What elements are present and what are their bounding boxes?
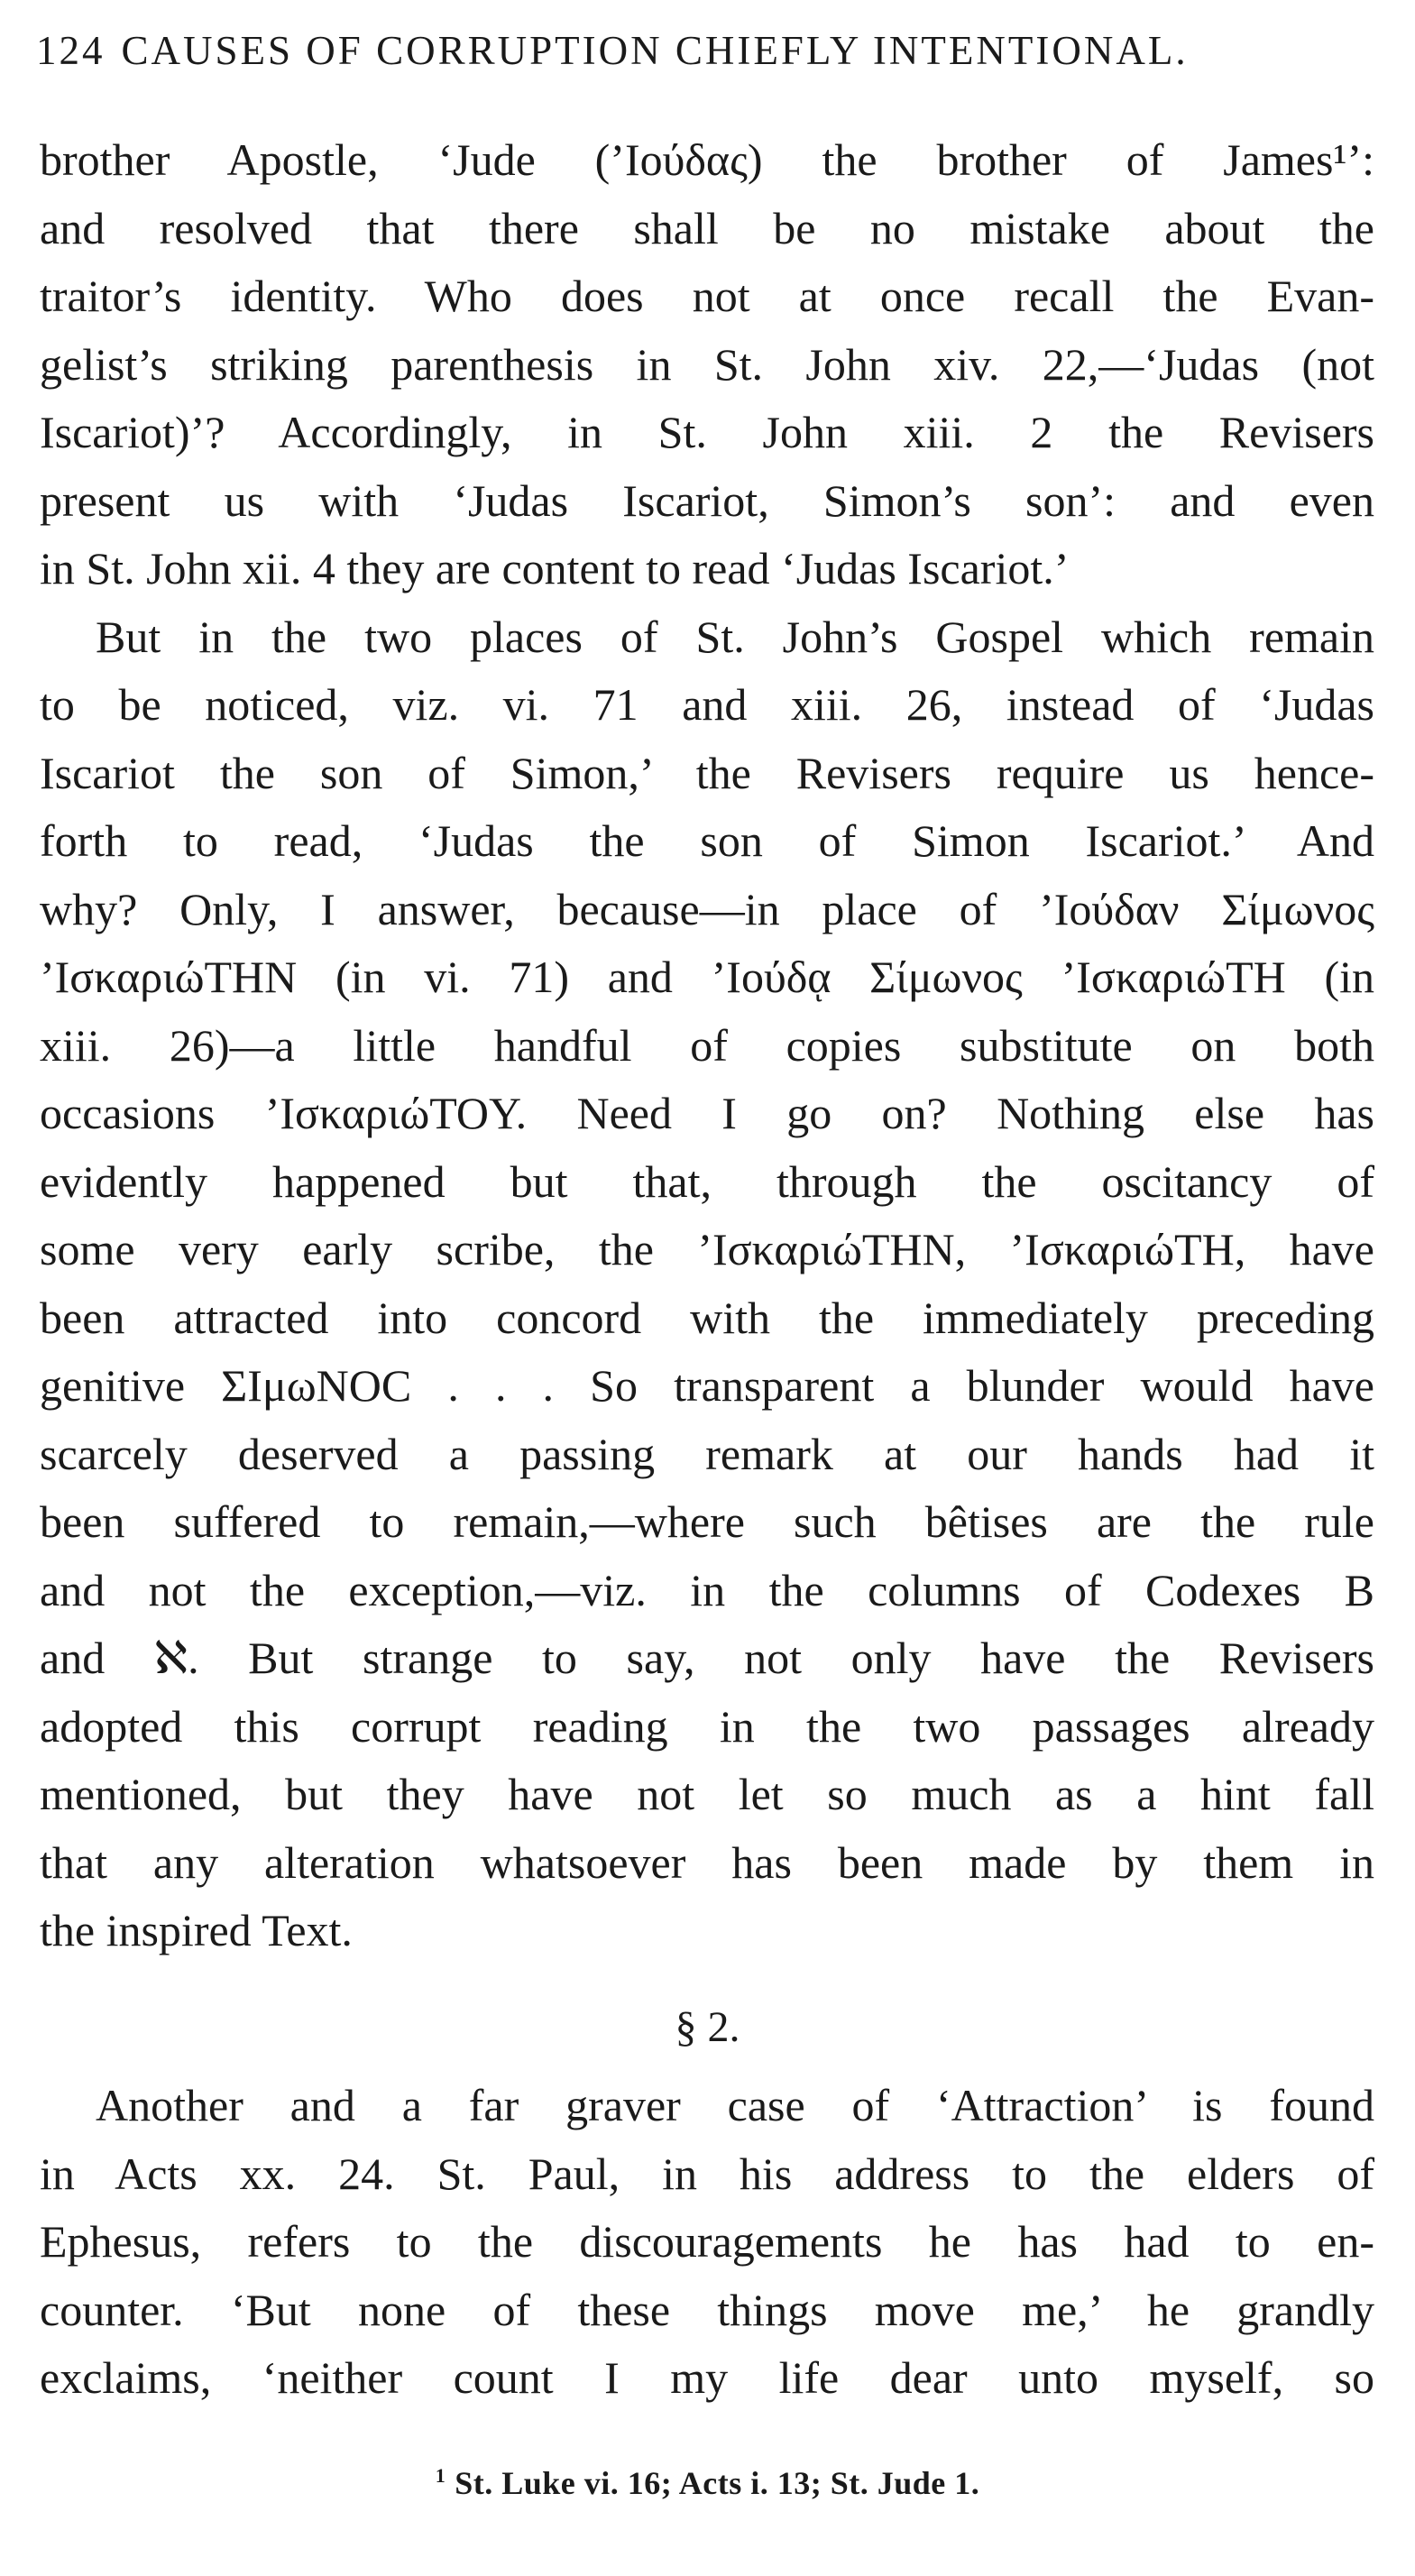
text-line: exclaims, ‘neither count I my life dear unto myself, so (40, 2352, 1374, 2403)
text-line: counter. ‘But none of these things move me,’ he grandly (40, 2284, 1374, 2335)
text-line: Iscariot)’? Accordingly, in St. John xiii. 2 the Revisers (40, 407, 1374, 457)
text-line: traitor’s identity. Who does not at once recall the Evan- (40, 271, 1374, 321)
text-line: ’ΙσκαριώTHN (in vi. 71) and ’Ιούδᾳ Σίμωνος ’ΙσκαριώTH (in (40, 952, 1374, 1002)
text-line: Ephesus, refers to the discouragements he has had to en- (40, 2216, 1374, 2267)
body-text (40, 126, 1374, 1965)
text-line: been attracted into concord with the immediately preceding (40, 1292, 1374, 1343)
text-line: adopted this corrupt reading in the two passages already (40, 1700, 1374, 1752)
text-line: and ℵ. But strange to say, not only have the Revisers (40, 1633, 1374, 1683)
text-line: forth to read, ‘Judas the son of Simon Iscariot.’ And (40, 815, 1374, 866)
text-line: that any alteration whatsoever has been made by them in (40, 1836, 1374, 1888)
running-head (36, 25, 1380, 76)
text-line: Iscariot the son of Simon,’ the Revisers require us hence- (40, 747, 1374, 798)
text-line: brother Apostle, ‘Jude (’Ιούδας) the brother of James¹’: (40, 134, 1374, 185)
text-line: But in the two places of St. John’s Gospel which remain (96, 611, 1374, 662)
text-line: occasions ’ΙσκαριώTOY. Need I go on? Nothing else has (40, 1088, 1374, 1138)
text-line: xiii. 26)—a little handful of copies substitute on both (40, 1019, 1374, 1071)
text-line: and not the exception,—viz. in the columns of Codexes B (40, 1564, 1374, 1615)
text-line: why? Only, I answer, because—in place of ’Ιούδαν Σίμωνος (40, 883, 1374, 934)
text-line: present us with ‘Judas Iscariot, Simon’s son’: and even (40, 474, 1374, 526)
body-text (40, 2072, 1374, 2413)
text-line: scarcely deserved a passing remark at our hands had it (40, 1428, 1374, 1479)
text-line: some very early scribe, the ’ΙσκαριώTHN, ’ΙσκαριώTH, have (40, 1224, 1374, 1274)
text-line: Another and a far graver case of ‘Attraction’ is found (96, 2080, 1374, 2130)
section-heading: § 2. (675, 2003, 740, 2051)
running-title: CAUSES OF CORRUPTION CHIEFLY INTENTIONAL. (121, 28, 1189, 73)
text-line: the inspired Text. (40, 1905, 353, 1955)
page-number: 124 (36, 28, 106, 73)
footnote (0, 2455, 1415, 2504)
text-line: evidently happened but that, through the oscitancy of (40, 1155, 1374, 1207)
text-line: genitive ΣΙμωNOC . . . So transparent a blunder would have (40, 1360, 1374, 1411)
text-line: and resolved that there shall be no mistake about the (40, 202, 1374, 253)
text-line: gelist’s striking parenthesis in St. John xiv. 22,—‘Judas (not (40, 338, 1374, 390)
text-line: to be noticed, viz. vi. 71 and xiii. 26, instead of ‘Judas (40, 679, 1374, 730)
text-line: been suffered to remain,—where such bêtises are the rule (40, 1496, 1374, 1547)
text-line: in St. John xii. 4 they are content to read ‘Judas Iscariot.’ (40, 543, 1070, 593)
text-line: in Acts xx. 24. St. Paul, in his address to the elders of (40, 2148, 1374, 2199)
text-line: mentioned, but they have not let so much as a hint fall (40, 1769, 1374, 1819)
footnote-text: St. Luke vi. 16; Acts i. 13; St. Jude 1. (455, 2465, 980, 2501)
footnote-marker: 1 (435, 2464, 446, 2487)
